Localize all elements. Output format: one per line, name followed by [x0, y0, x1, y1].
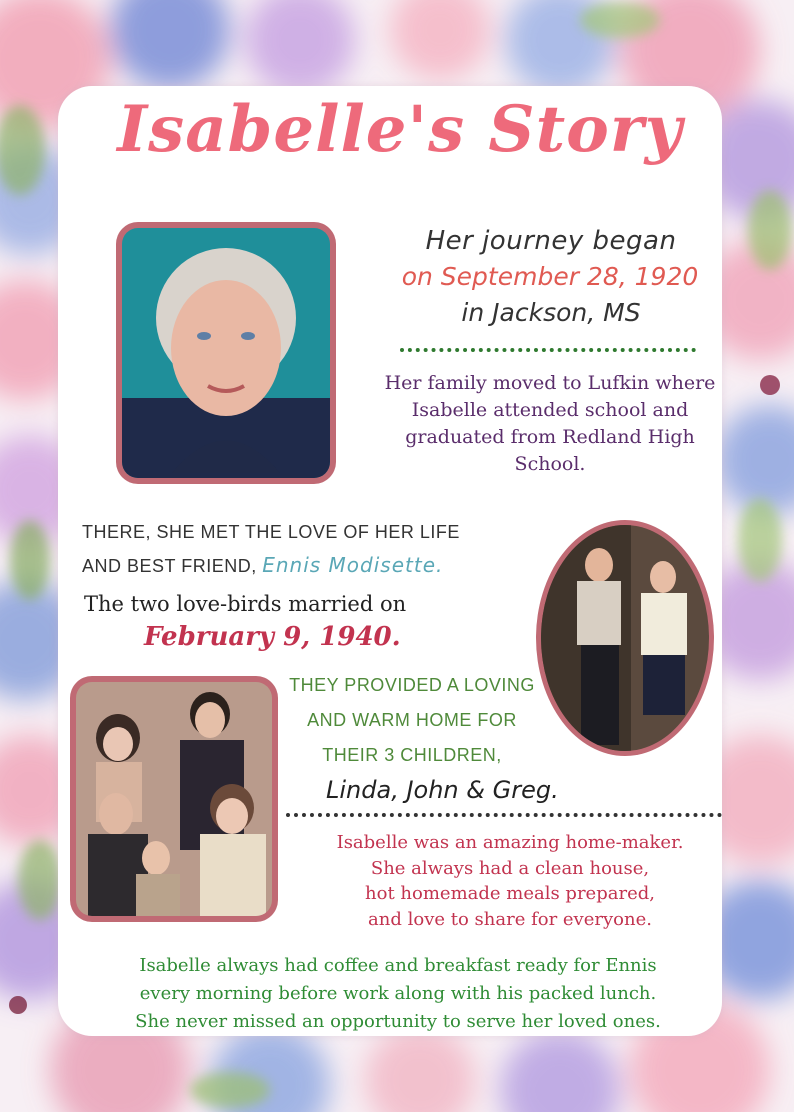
coffee-line-1: Isabelle always had coffee and breakfast ready for Ennis [139, 955, 657, 976]
home-text: THEY PROVIDED A LOVING AND WARM HOME FOR THEIR 3 CHILDREN, [289, 675, 535, 765]
coffee-line-3: She never missed an opportunity to serve her loved ones. [135, 1011, 661, 1032]
birth-intro: Her journey began [425, 226, 677, 256]
birth-place: in Jackson, MS [461, 298, 641, 327]
children-names: Linda, John & Greg. [326, 776, 559, 804]
family-text: Her family moved to Lufkin where Isabelle attended school and graduated from Redland High School. [384, 372, 716, 475]
birth-date: on September 28, 1920 [401, 262, 699, 291]
coffee-text [60, 952, 736, 1036]
divider-dotted [400, 348, 696, 352]
homemaker-line-3: hot homemade meals prepared, [365, 883, 655, 904]
couple-photo [536, 520, 714, 756]
wedding-date: February 9, 1940. [144, 622, 401, 652]
coffee-line-2: every morning before work along with his packed lunch. [139, 983, 657, 1004]
portrait-photo [116, 222, 336, 484]
family-photo [70, 676, 278, 922]
page-title: Isabelle's Story [117, 92, 683, 167]
homemaker-text [300, 830, 720, 932]
homemaker-line-1: Isabelle was an amazing home-maker. [336, 832, 684, 853]
homemaker-line-2: She always had a clean house, [370, 857, 650, 879]
divider-dotted-2 [286, 813, 722, 817]
love-intro [82, 516, 502, 583]
marriage-text: The two love-birds married on [84, 592, 407, 616]
spouse-name: Ennis Modisette. [262, 553, 444, 577]
love-intro-text: THERE, SHE MET THE LOVE OF HER LIFE AND BEST FRIEND, [82, 522, 460, 576]
homemaker-line-4: and love to share for everyone. [368, 908, 652, 930]
